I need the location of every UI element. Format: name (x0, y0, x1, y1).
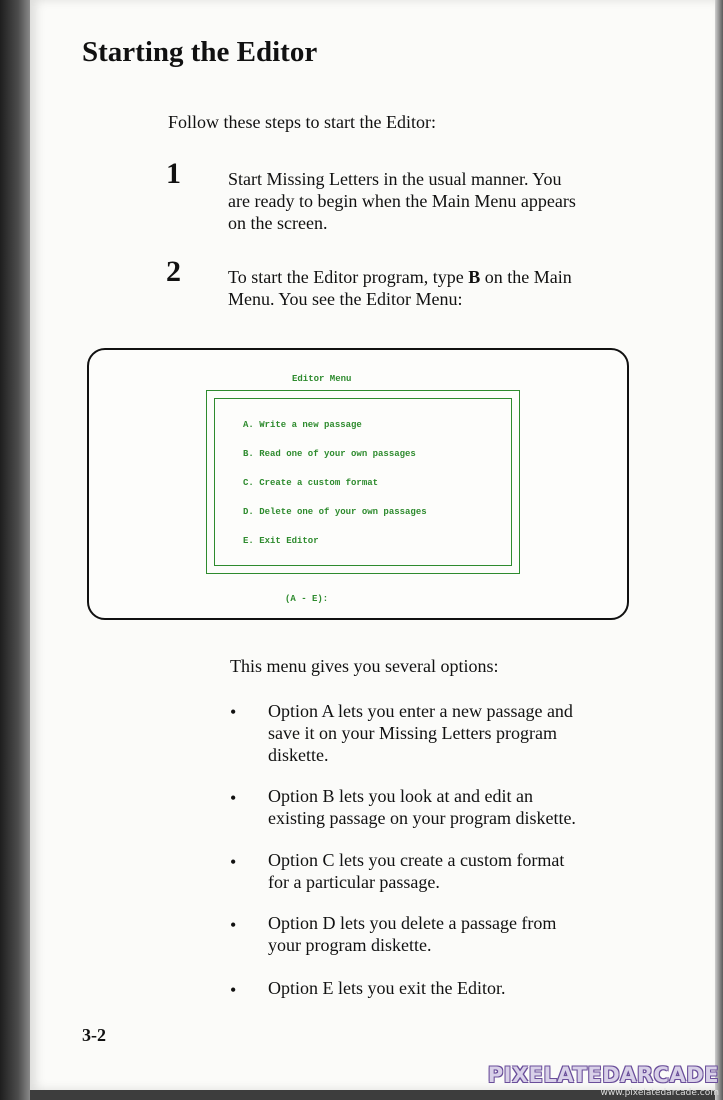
option-line: diskette. (268, 745, 329, 765)
step-2-line1-before: To start the Editor program, type (228, 267, 469, 287)
site-watermark (488, 1063, 719, 1098)
option-b-text (268, 785, 633, 829)
step-1-line: on the screen. (228, 213, 328, 233)
options-intro: This menu gives you several options: (230, 656, 499, 676)
menu-item-read: B. Read one of your own passages (243, 449, 416, 459)
menu-item-write: A. Write a new passage (243, 420, 362, 430)
bullet-icon: • (230, 915, 237, 935)
bullet-icon: • (230, 980, 237, 1000)
option-line: existing passage on your program diskette. (268, 808, 576, 828)
step-1-line: are ready to begin when the Main Menu appears (228, 191, 576, 211)
bullet-icon: • (230, 852, 237, 872)
page-edge-shadow (715, 0, 723, 1100)
option-line: save it on your Missing Letters program (268, 723, 557, 743)
page-number: 3-2 (82, 1025, 106, 1045)
option-d-text (268, 912, 633, 956)
bullet-icon: • (230, 788, 237, 808)
watermark-logo: PIXELATEDARCADE (487, 1063, 719, 1087)
option-line: Option D lets you delete a passage from (268, 913, 557, 933)
step-2-line1-after: on the Main (480, 267, 572, 287)
option-c-text (268, 849, 633, 893)
page-title: Starting the Editor (82, 36, 318, 68)
step-2-text (228, 266, 633, 310)
menu-item-exit: E. Exit Editor (243, 536, 319, 546)
option-line: Option B lets you look at and edit an (268, 786, 533, 806)
editor-menu-title: Editor Menu (292, 374, 352, 384)
book-binding-shadow (0, 0, 30, 1100)
menu-item-delete: D. Delete one of your own passages (243, 507, 427, 517)
intro-text: Follow these steps to start the Editor: (168, 112, 436, 132)
step-1-number: 1 (166, 157, 181, 190)
option-line: for a particular passage. (268, 872, 440, 892)
step-1-text (228, 168, 633, 234)
option-line: Option E lets you exit the Editor. (268, 978, 506, 998)
step-2-key-letter: B (468, 267, 481, 287)
step-1-line: Start Missing Letters in the usual manner. You (228, 169, 562, 189)
menu-item-custom-format: C. Create a custom format (243, 478, 379, 488)
watermark-url: www.pixelatedarcade.com (600, 1088, 719, 1098)
step-2-number: 2 (166, 255, 181, 288)
option-e-text (268, 977, 633, 999)
step-2-line (228, 266, 633, 288)
bullet-icon: • (230, 702, 237, 722)
option-a-text (268, 700, 633, 766)
editor-menu-screen (87, 348, 629, 620)
menu-prompt: (A - E): (285, 594, 329, 604)
option-line: Option C lets you create a custom format (268, 850, 565, 870)
option-line: your program diskette. (268, 935, 432, 955)
option-line: Option A lets you enter a new passage and (268, 701, 573, 721)
step-2-line: Menu. You see the Editor Menu: (228, 289, 463, 309)
